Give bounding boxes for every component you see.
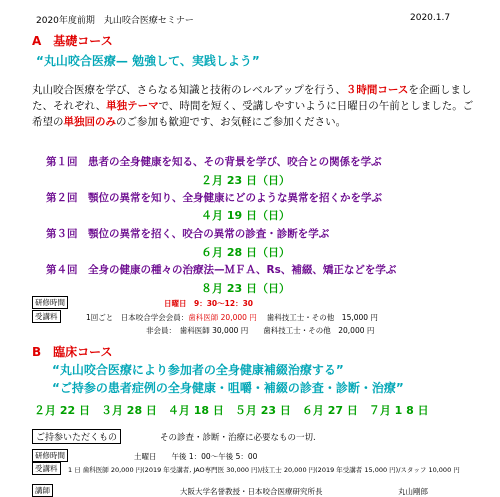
lecture-2-date: ４月 19 日（日） — [201, 209, 290, 222]
section-b-heading: B 臨床コース — [32, 345, 113, 359]
header-date: 2020.1.7 — [410, 13, 451, 23]
section-b-dates: ２月 22 日 ３月 28 日 ４月 18 日 ５月 23 日 ６月 27 日 ７月 1 8 日 — [34, 404, 429, 417]
a-time-value: 日曜日 9：30～12：30 — [164, 299, 254, 308]
intro-text-1: 丸山咬合医療を学び、さらなる知識と技術のレベルアップを行う、 — [32, 84, 346, 96]
section-a-heading: A 基礎コース — [32, 34, 113, 48]
intro-text-2: を企画しました、それぞれ、 — [32, 84, 472, 112]
lecture-1-title: 第１回 患者の全身健康を知る、その背景を学び、咬合との関係を学ぶ — [46, 156, 382, 168]
section-a-subtitle: “丸山咬合医療— 勉強して、実践しよう” — [36, 54, 260, 68]
b-time-label: 研修時間 — [32, 449, 68, 462]
a-fee-member-other: 歯科技工士・その他 15,000 円 — [266, 313, 378, 322]
lecture-3-date: ６月 28 日（日） — [201, 246, 290, 259]
a-fee-label: 受講料 — [32, 310, 61, 323]
b-bring-label: ご持参いただくもの — [32, 429, 121, 444]
lecturer-name: 丸山剛郎 — [398, 487, 428, 496]
lecture-2-title: 第２回 顎位の異常を知り、全身健康にどのような異常を招くかを学ぶ — [46, 192, 382, 204]
header-title: 2020年度前期 丸山咬合医療セミナー — [36, 16, 194, 26]
b-time-value: 土曜日 午後 1：00～午後 5：00 — [134, 452, 258, 461]
a-time-label: 研修時間 — [32, 296, 68, 309]
b-bring-value: その診査・診断・治療に必要なもの一切. — [160, 433, 316, 443]
section-b-subtitle-2: “ご持参の患者症例の全身健康・咀嚼・補綴の診査・診断・治療” — [52, 381, 404, 395]
lecturer-org: 大阪大学名誉教授・日本咬合医療研究所長 — [180, 487, 323, 496]
lecture-4-title: 第４回 全身の健康の種々の治療法—ＭＦＡ、Rs、補綴、矯正などを学ぶ — [46, 264, 397, 276]
a-fee-line2: 非会員： 歯科医師 30,000 円 歯科技工士・その他 20,000 円 — [146, 326, 375, 335]
section-b-subtitle-1: “丸山咬合医療により参加者の全身健康補綴治療する” — [52, 363, 344, 377]
lecture-1-date: ２月 23 日（日） — [201, 174, 290, 187]
section-a-intro — [32, 82, 480, 130]
a-fee-line1 — [86, 312, 378, 323]
intro-text-4: のご参加も歓迎です、お気軽にご参加ください。 — [116, 116, 347, 128]
lecturer-label: 講師 — [32, 484, 53, 497]
a-fee-member-label: 1回ごと 日本咬合学会会員： — [86, 313, 189, 322]
intro-highlight-1: ３時間コース — [345, 84, 409, 96]
b-fee-label: 受講料 — [32, 462, 61, 475]
lecture-3-title: 第３回 顎位の異常を招く、咬合の異常の診査・診断を学ぶ — [46, 228, 330, 240]
intro-text-3: で、時間を短く、受講しやすいように日曜日の午前としました。ご希望の — [32, 100, 474, 128]
lecture-4-date: ８月 23 日（日） — [201, 282, 290, 295]
intro-highlight-2: 単独テーマ — [106, 100, 159, 112]
a-fee-member-dentist: 歯科医師 20,000 円 — [188, 313, 257, 322]
b-fee-value: 1 日 歯科医師 20,000 円(2019 年受講者, JAO専門医 30,000 円)/技工士 20,000 円(2019 年受講者 15,000 円)/スタッフ 10,000 円 — [68, 466, 460, 474]
intro-highlight-3: 単独回のみ — [63, 116, 116, 128]
